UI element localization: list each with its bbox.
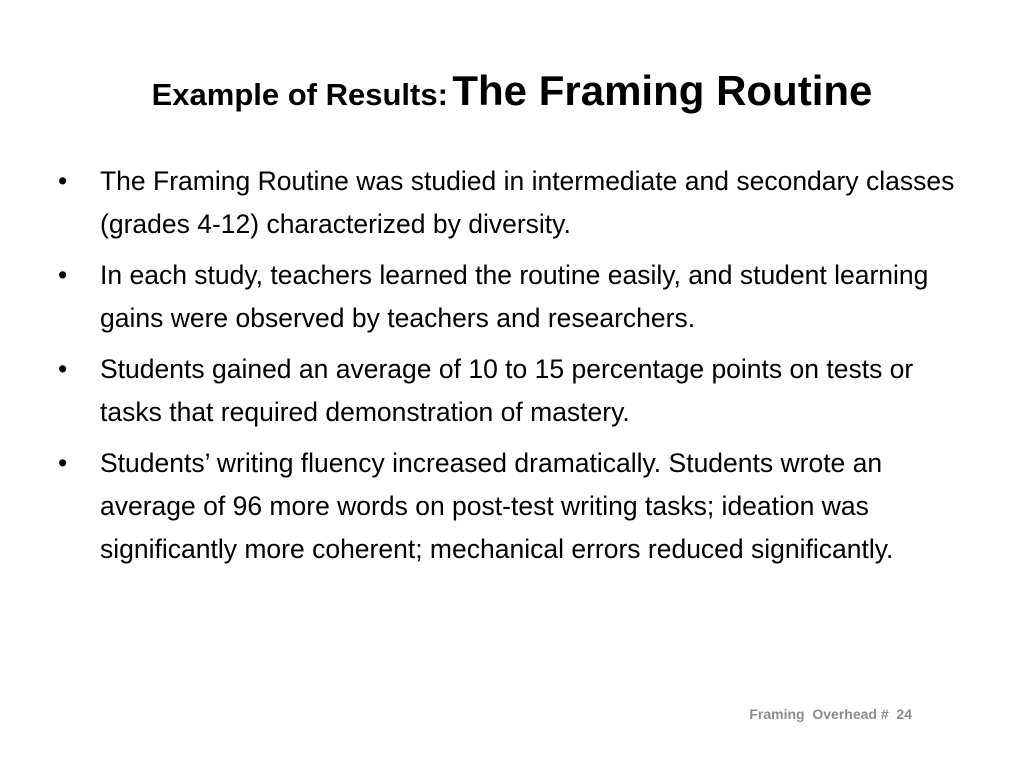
bullet-text: Students gained an average of 10 to 15 percentage points on tests or tasks that required demonstration of mastery. [100, 354, 914, 427]
bullet-icon: • [58, 166, 68, 196]
slide-title [0, 68, 1024, 114]
bullet-icon: • [58, 260, 68, 290]
slide-title-lead: Example of Results: [151, 77, 448, 112]
bullet-text: Students’ writing fluency increased dramatically. Students wrote an average of 96 more words on post-test writing tasks; ideation was significantly more coherent; mechanical errors reduced significantly. [100, 448, 894, 564]
bullet-icon: • [58, 448, 68, 478]
slide-footer: Framing Overhead # 24 [749, 706, 912, 722]
bullet-text: The Framing Routine was studied in intermediate and secondary classes (grades 4-12) characterized by diversity. [100, 166, 955, 239]
bullet-item [52, 160, 967, 246]
slide-title-main: The Framing Routine [452, 67, 873, 114]
bullet-list [52, 160, 967, 579]
bullet-item [52, 254, 967, 340]
bullet-item [52, 442, 967, 571]
bullet-icon: • [58, 354, 68, 384]
bullet-item [52, 348, 967, 434]
bullet-text: In each study, teachers learned the routine easily, and student learning gains were observed by teachers and researchers. [100, 260, 929, 333]
